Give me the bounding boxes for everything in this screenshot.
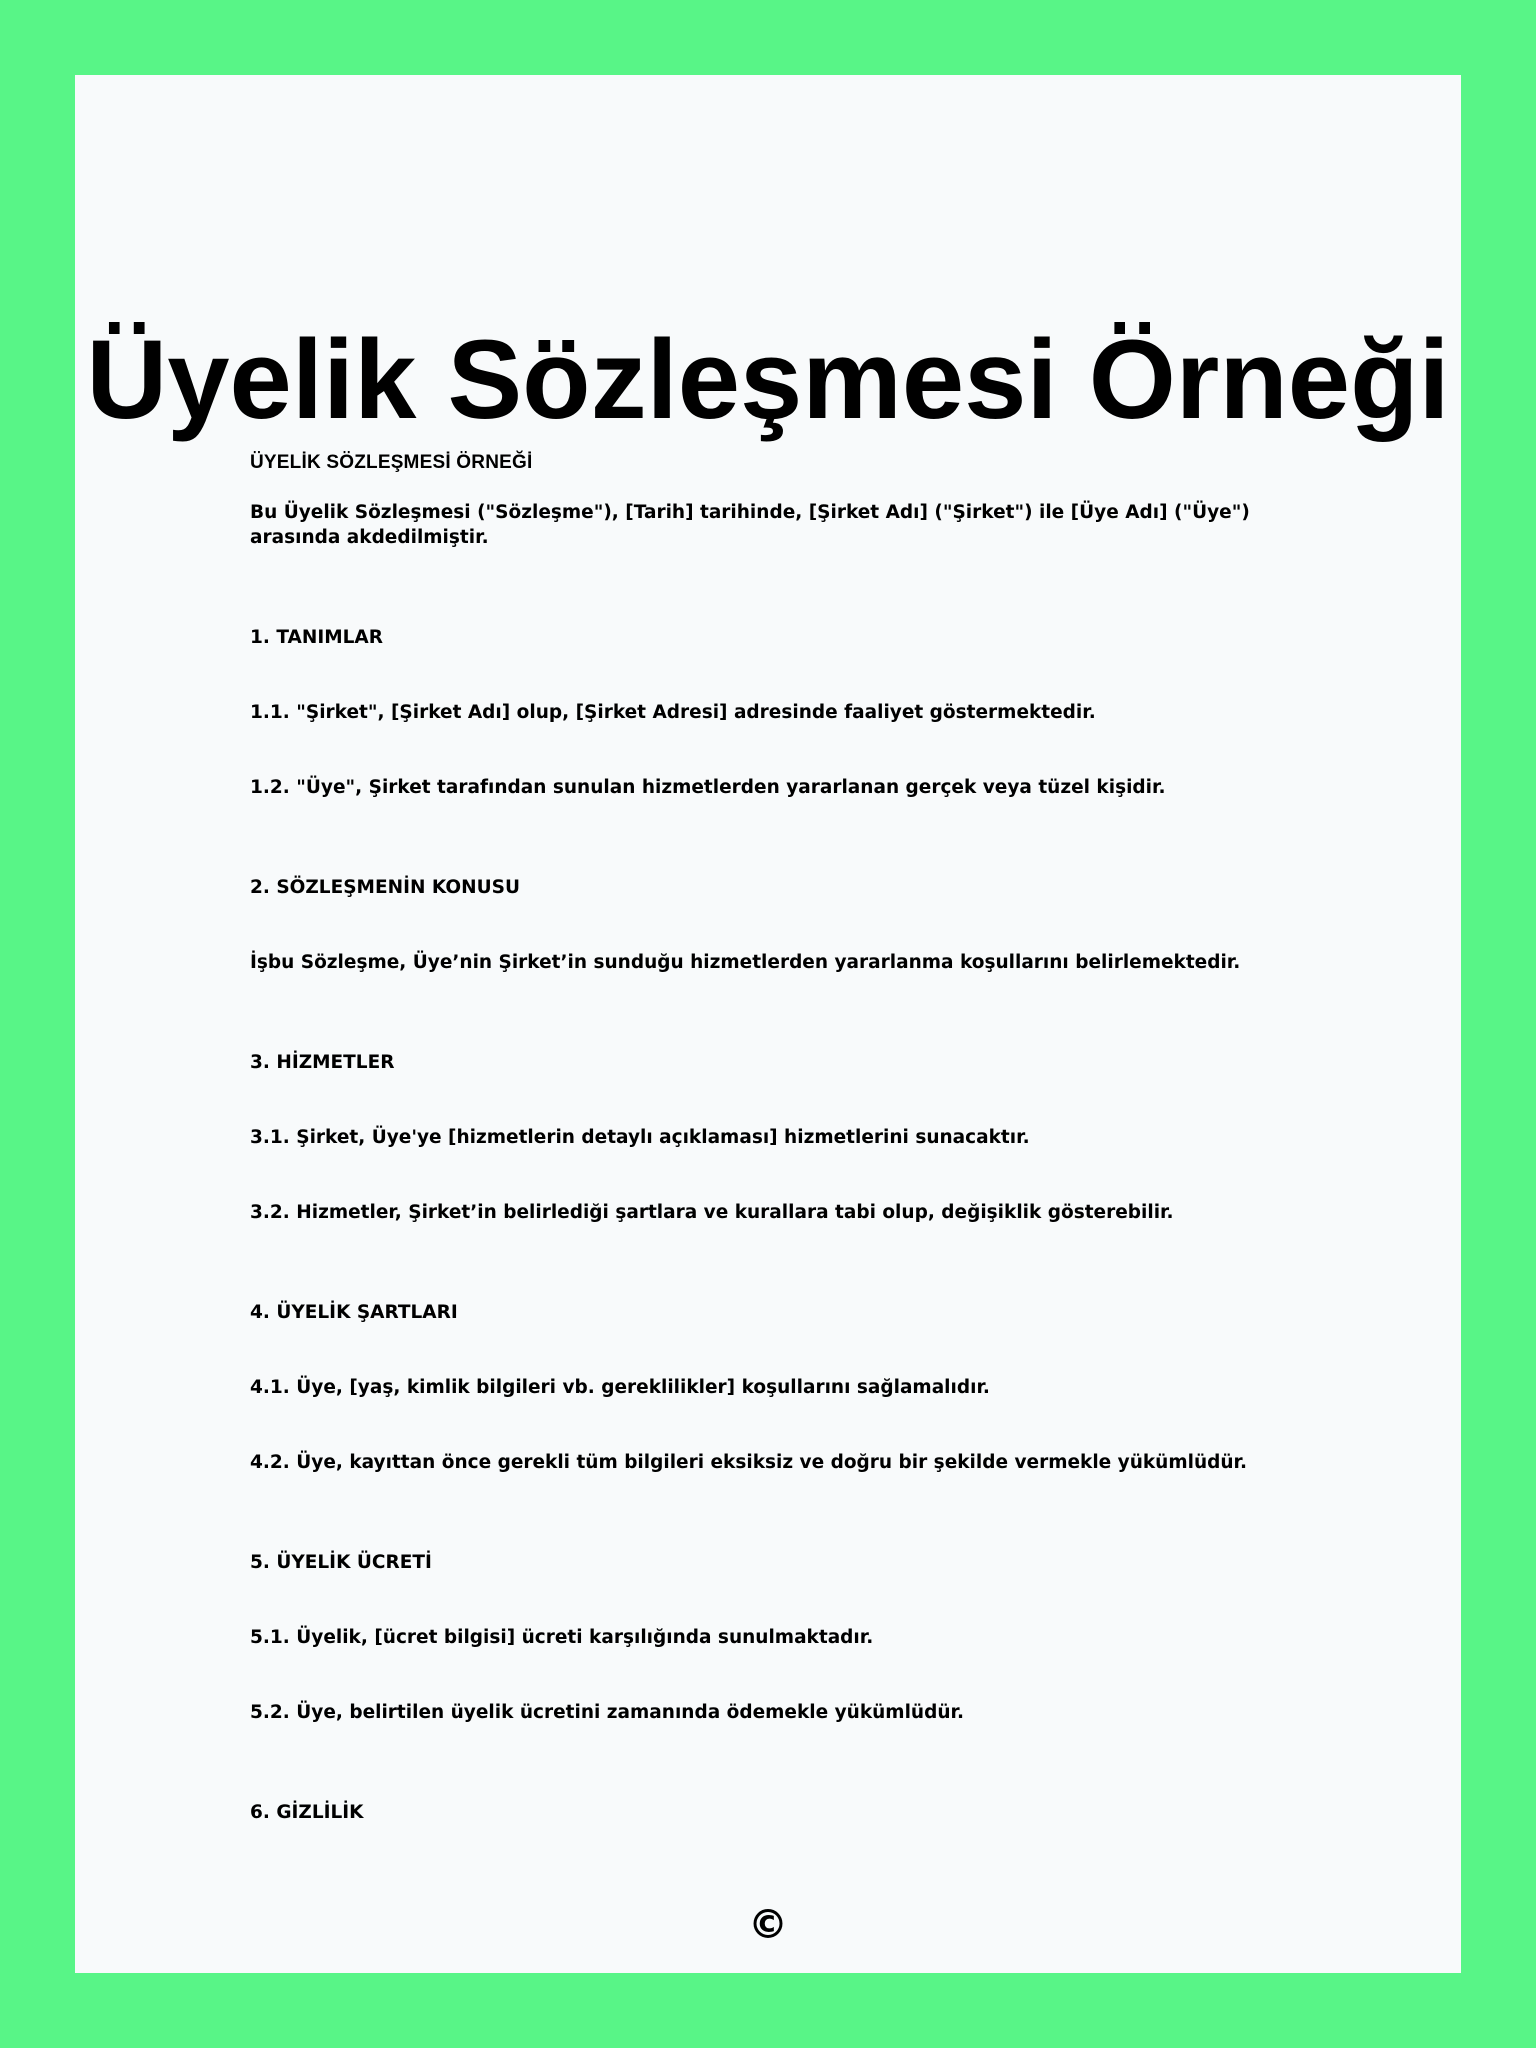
section-item: 5.1. Üyelik, [ücret bilgisi] ücreti karşılığında sunulmaktadır. (250, 1627, 874, 1648)
section-item: 3.1. Şirket, Üye'ye [hizmetlerin detaylı açıklaması] hizmetlerini sunacaktır. (250, 1127, 1030, 1148)
document-body (250, 450, 1330, 1825)
section-item: 4.1. Üye, [yaş, kimlik bilgileri vb. gereklilikler] koşullarını sağlamalıdır. (250, 1377, 990, 1398)
intro-paragraph: Bu Üyelik Sözleşmesi ("Sözleşme"), [Tarih] tarihinde, [Şirket Adı] ("Şirket") ile [Üye Adı] ("Üye") arasında akdedilmiştir. (250, 502, 1250, 548)
section-item: 1.1. "Şirket", [Şirket Adı] olup, [Şirket Adresi] adresinde faaliyet göstermektedir. (250, 702, 1096, 723)
section-item: 1.2. "Üye", Şirket tarafından sunulan hizmetlerden yararlanan gerçek veya tüzel kişidir. (250, 777, 1166, 798)
document-heading: ÜYELİK SÖZLEŞMESİ ÖRNEĞİ (250, 452, 533, 473)
section-heading: 5. ÜYELİK ÜCRETİ (250, 1552, 432, 1573)
section-item: İşbu Sözleşme, Üye’nin Şirket’in sunduğu hizmetlerden yararlanma koşullarını belirlemektedir. (250, 952, 1241, 973)
document-title: Üyelik Sözleşmesi Örneği (86, 317, 1450, 442)
copyright-icon: © (748, 1902, 788, 1948)
section-item: 4.2. Üye, kayıttan önce gerekli tüm bilgileri eksiksiz ve doğru bir şekilde vermekle yükümlüdür. (250, 1452, 1248, 1473)
section-heading: 4. ÜYELİK ŞARTLARI (250, 1302, 458, 1323)
section-item: 3.2. Hizmetler, Şirket’in belirlediği şartlara ve kurallara tabi olup, değişiklik gösterebilir. (250, 1202, 1174, 1223)
section-heading: 2. SÖZLEŞMENİN KONUSU (250, 877, 520, 898)
section-heading: 1. TANIMLAR (250, 627, 383, 648)
document-page (75, 75, 1461, 1973)
section-heading: 6. GİZLİLİK (250, 1802, 364, 1823)
section-item: 5.2. Üye, belirtilen üyelik ücretini zamanında ödemekle yükümlüdür. (250, 1702, 965, 1723)
section-heading: 3. HİZMETLER (250, 1052, 395, 1073)
